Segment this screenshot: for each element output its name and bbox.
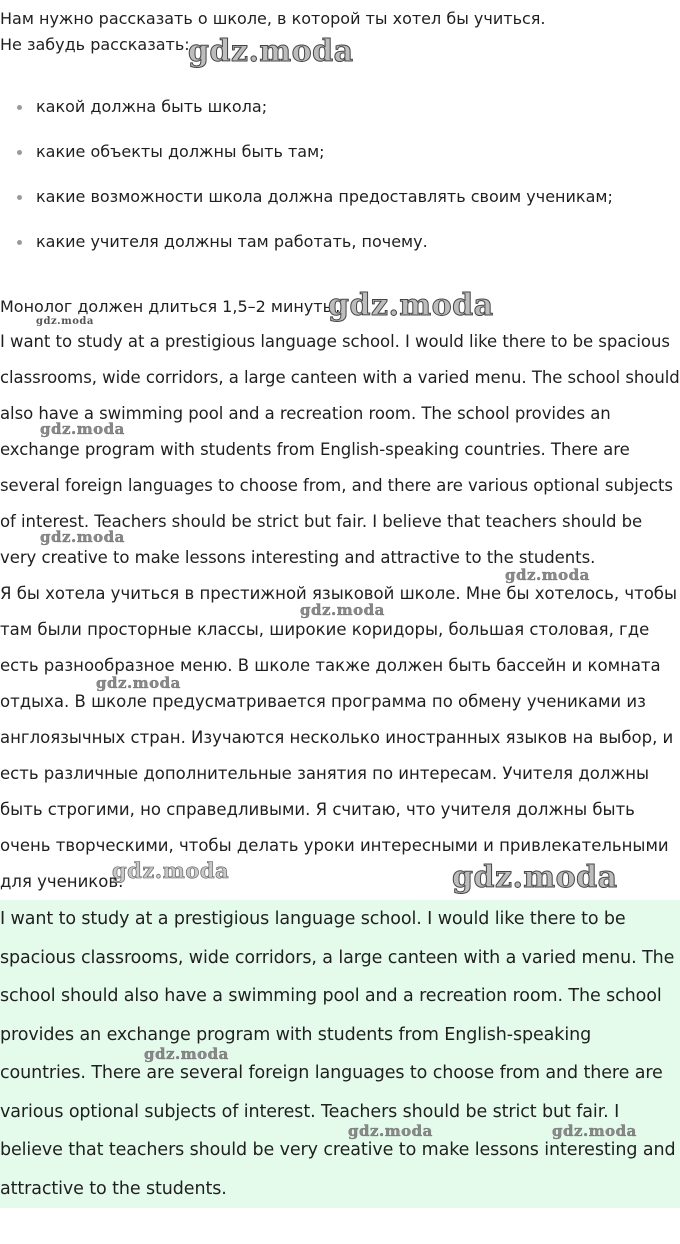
watermark-logo: gdz.moda <box>96 674 181 692</box>
task-line-2: Не забудь рассказать: <box>0 35 190 54</box>
watermark-logo: gdz.moda <box>36 316 94 327</box>
watermark-logo: gdz.moda <box>328 288 494 323</box>
watermark-logo: gdz.moda <box>144 1045 229 1063</box>
watermark-logo: gdz.moda <box>40 528 125 546</box>
watermark-logo: gdz.moda <box>300 601 385 619</box>
watermark-logo: gdz.moda <box>505 566 590 584</box>
answer-highlight-block <box>0 900 680 1208</box>
list-item: какие возможности школа должна предоставлять своим ученикам; <box>0 182 680 227</box>
essay-russian: Я бы хотела учиться в престижной языковой школе. Мне бы хотелось, чтобы там были просторные классы, широкие коридоры, большая столовая, где есть разнообразное меню. В школе также должен быть бассейн и комната отдыха. В школе предусматривается программа по обмену учениками из англоязычных стран. Изучаются несколько иностранных языков на выбор, и есть различные дополнительные занятия по интересам. Учителя должны быть строгими, но справедливыми. Я считаю, что учителя должны быть очень творческими, чтобы делать уроки интересными и привлекательными для учеников. <box>0 584 677 891</box>
watermark-logo: gdz.moda <box>112 858 230 883</box>
list-item: какие объекты должны быть там; <box>0 137 680 182</box>
essay-english: I want to study at a prestigious language school. I would like there to be spacious classrooms, wide corridors, a large canteen with a varied menu. The school should also have a swimming pool and a recreation room. The school provides an exchange program with students from English-speaking countries. There are several foreign languages to choose from, and there are various optional subjects of interest. Teachers should be strict but fair. I believe that teachers should be very creative to make lessons interesting and attractive to the students. <box>0 332 680 567</box>
watermark-logo: gdz.moda <box>40 420 125 438</box>
watermark-logo: gdz.moda <box>552 1122 637 1140</box>
duration-note: Монолог должен длиться 1,5–2 минуты. <box>0 297 341 316</box>
watermark-logo: gdz.moda <box>188 34 354 69</box>
list-item: какие учителя должны там работать, почему. <box>0 227 680 272</box>
watermark-logo: gdz.moda <box>452 860 618 895</box>
list-item: какой должна быть школа; <box>0 92 680 137</box>
answer-text: I want to study at a prestigious language school. I would like there to be spacious classrooms, wide corridors, a large canteen with a varied menu. The school should also have a swimming pool and a recreation room. The school provides an exchange program with students from English-speaking countries. There are several foreign languages to choose from and there are various optional subjects of interest. Teachers should be strict but fair. I believe that teachers should be very creative to make lessons interesting and attractive to the students. <box>0 909 676 1199</box>
task-line-1: Нам нужно рассказать о школе, в которой ты хотел бы учиться. <box>0 9 546 28</box>
task-bullet-list <box>0 92 680 272</box>
watermark-logo: gdz.moda <box>348 1122 433 1140</box>
